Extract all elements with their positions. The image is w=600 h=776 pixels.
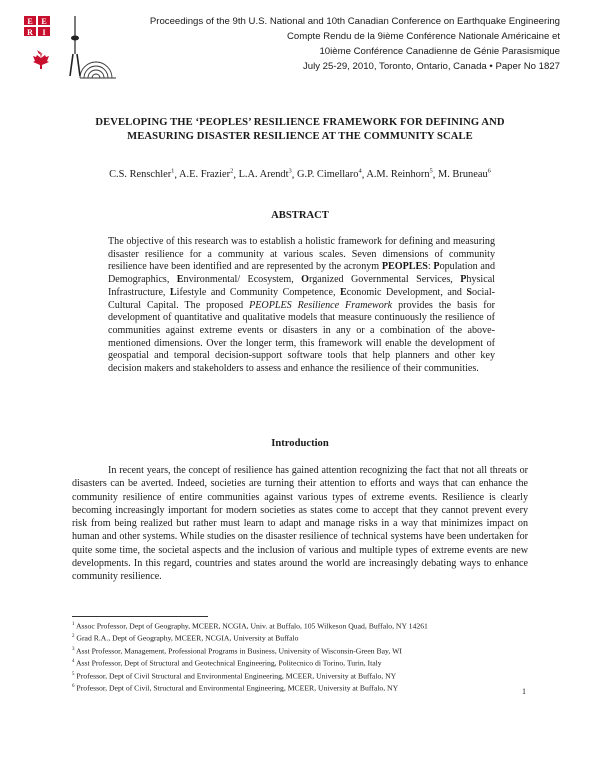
dimension: Physical Infrastructure, [108,274,495,298]
footnotes [72,620,542,695]
svg-text:R: R [27,28,33,37]
footnote: $^1$ Assoc Professor, Dept of Geography, MCEER, NCGIA, Univ. at Buffalo, 105 Wilkeson Quad, Buffalo, NY 14261 [72,621,428,631]
author: G.P. Cimellaro$^4$ [296,168,362,181]
footnote: $^6$ Professor, Dept of Civil, Structural and Environmental Engineering, MCEER, University at Buffalo, NY [72,683,399,693]
footnote-divider [72,616,208,617]
title-line: MEASURING DISASTER RESILIENCE AT THE COMMUNITY SCALE [127,131,473,142]
conference-header [120,14,560,74]
author: C.S. Renschler$^1$ [109,168,175,181]
introduction-heading: Introduction [271,438,329,449]
author-list: C.S. Renschler$^1$, A.E. Frazier$^2$, L.A. Arendt$^3$, G.P. Cimellaro$^4$, A.M. Reinhorn$^5$, M. Bruneau$^6$ [109,168,491,181]
dimension: Lifestyle and Community Competence, [169,286,341,298]
seismic-rings-icon [80,62,116,78]
author: L.A. Arendt$^3$ [238,168,292,181]
dimension: Organized Governmental Services, [301,274,461,286]
footnote: $^4$ Asst Professor, Dept of Structural and Geotechnical Engineering, Politecnico di Torino, Turin, Italy [72,658,382,668]
acronym: PEOPLES [381,261,428,273]
paper-title [60,116,540,144]
framework-name: PEOPLES Resilience Framework [249,299,393,311]
author: M. Bruneau$^6$ [438,168,491,181]
dimension: Population and Demographics, [108,261,495,286]
title-line: DEVELOPING THE ‘PEOPLES’ RESILIENCE FRAMEWORK FOR DEFINING AND [95,117,505,128]
header-line: Compte Rendu de la 9ième Conférence Nationale Américaine et [286,31,560,42]
svg-text:I: I [42,28,46,37]
author: A.E. Frazier$^2$ [179,168,234,181]
header-line: 10ième Conférence Canadienne de Génie Parasismique [319,46,560,57]
page-number: 1 [522,687,526,696]
conference-logo [20,14,130,82]
dimension: Social-Cultural Capital. [108,286,495,311]
svg-text:E: E [41,17,47,26]
header-line: July 25-29, 2010, Toronto, Ontario, Canada • Paper No 1827 [302,61,560,72]
footnote: $^5$ Professor, Dept of Civil Structural and Environmental Engineering, MCEER, University at Buffalo, NY [72,671,397,681]
header-line: Proceedings of the 9th U.S. National and 10th Canadian Conference on Earthquake Engineering [149,16,560,27]
footnote: $^2$ Grad R.A., Dept of Geography, MCEER, NCGIA, University at Buffalo [72,634,299,644]
abstract-body: The objective of this research was to establish a holistic framework for defining and measuring disaster resilience for a community at various scales. Seven dimensions of community resilience have been identified and are represented by the acronym PEOPLES: Population and Demographics, Environmental/ Ecosystem, Organized Governmental Services, Physical Infrastructure, Lifestyle and Community Competence, Economic Development, and Social-Cultural Capital. The proposed PEOPLES Resilience Framework provides the basis for development of quantitative and qualitative models that measure continuously the resilience of communities against extreme events or disasters in any or a combination of the above-mentioned dimensions. Over the longer term, this framework will enable the development of geospatial and temporal decision-support software tools that help planners and other key decision makers and stakeholders to assess and enhance the resilience of their communities. [108,236,495,375]
abstract-heading: ABSTRACT [271,210,329,221]
dimension: Economic Development, and [340,286,467,298]
introduction-body: In recent years, the concept of resilience has gained attention recognizing the fact that not all threats or disasters can be averted. Indeed, societies are turning their attention to efforts and ways that can enhance the community resilience of entire communities against various types of extreme events. Resilience is clearly becoming increasingly important for modern societies as states come to accept that they cannot prevent every risk from being realized but rather must learn to adapt and manage risks in a way that minimizes impact on human and other systems. While studies on the disaster resilience of technical systems have been undertaken for quite some time, the societal aspects and the inclusion of various and multiple types of extreme events are new developments. In this regard, countries and states around the world are increasingly debating ways to enhance community resilience. [72,465,528,583]
dimension: Environmental/ Ecosystem, [176,274,302,286]
footnote: $^3$ Asst Professor, Management, Professional Programs in Business, University of Wisconsin-Green Bay, WI [72,646,402,656]
author: A.M. Reinhorn$^5$ [366,168,433,181]
maple-leaf-icon [33,50,49,69]
cn-tower-icon [70,16,80,76]
svg-text:E: E [27,17,33,26]
eeri-logo-mark [24,16,50,37]
